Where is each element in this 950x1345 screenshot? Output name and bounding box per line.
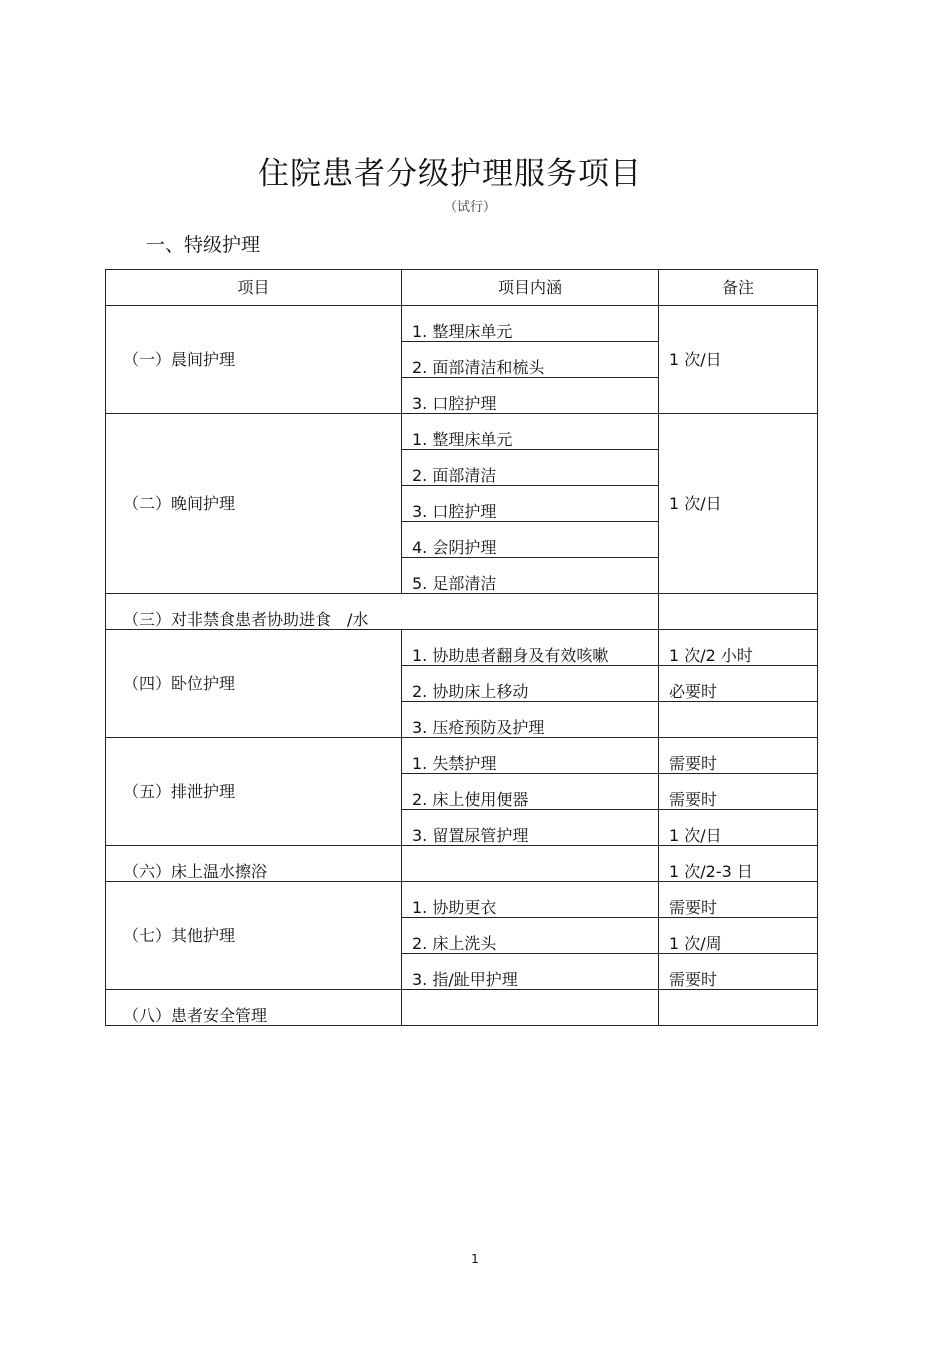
table-row xyxy=(106,630,818,666)
content-cell: 3. 口腔护理 xyxy=(402,378,659,414)
item-cell: （八）患者安全管理 xyxy=(106,990,402,1026)
content-cell: 2. 面部清洁和梳头 xyxy=(402,342,659,378)
document-title: 住院患者分级护理服务项目 xyxy=(258,156,642,192)
item-cell: （四）卧位护理 xyxy=(106,630,402,738)
item-cell: （一）晨间护理 xyxy=(106,306,402,414)
table-row xyxy=(106,990,818,1026)
note-cell: 1 次/2-3 日 xyxy=(659,846,818,882)
table-row xyxy=(106,306,818,342)
column-header-item: 项目 xyxy=(106,270,402,306)
column-header-content: 项目内涵 xyxy=(402,270,659,306)
table-row xyxy=(106,414,818,450)
note-cell xyxy=(659,990,818,1026)
note-cell: 需要时 xyxy=(659,774,818,810)
section-heading: 一、特级护理 xyxy=(146,234,261,256)
page-number: 1 xyxy=(471,1252,479,1266)
nursing-service-table xyxy=(105,269,818,1026)
item-cell: （三）对非禁食患者协助进食 /水 xyxy=(106,594,659,630)
table-row xyxy=(106,738,818,774)
content-cell: 1. 协助更衣 xyxy=(402,882,659,918)
item-cell: （五）排泄护理 xyxy=(106,738,402,846)
content-cell: 1. 整理床单元 xyxy=(402,414,659,450)
note-cell: 需要时 xyxy=(659,882,818,918)
table-row xyxy=(106,594,818,630)
item-cell: （六）床上温水擦浴 xyxy=(106,846,402,882)
content-cell: 2. 床上使用便器 xyxy=(402,774,659,810)
note-cell: 1 次/周 xyxy=(659,918,818,954)
note-cell xyxy=(659,702,818,738)
content-cell: 2. 床上洗头 xyxy=(402,918,659,954)
content-cell: 2. 面部清洁 xyxy=(402,450,659,486)
content-cell xyxy=(402,846,659,882)
content-cell: 1. 整理床单元 xyxy=(402,306,659,342)
content-cell: 3. 压疮预防及护理 xyxy=(402,702,659,738)
table-row xyxy=(106,846,818,882)
note-cell: 需要时 xyxy=(659,954,818,990)
document-subtitle: （试行） xyxy=(443,200,496,215)
content-cell: 4. 会阴护理 xyxy=(402,522,659,558)
note-cell: 1 次/2 小时 xyxy=(659,630,818,666)
content-cell: 3. 指/趾甲护理 xyxy=(402,954,659,990)
note-cell: 1 次/日 xyxy=(659,810,818,846)
content-cell: 3. 留置尿管护理 xyxy=(402,810,659,846)
item-cell: （二）晚间护理 xyxy=(106,414,402,594)
note-cell: 1 次/日 xyxy=(659,414,818,594)
note-cell: 需要时 xyxy=(659,738,818,774)
table-header-row xyxy=(106,270,818,306)
note-cell: 必要时 xyxy=(659,666,818,702)
content-cell: 1. 失禁护理 xyxy=(402,738,659,774)
content-cell: 3. 口腔护理 xyxy=(402,486,659,522)
column-header-note: 备注 xyxy=(659,270,818,306)
table-row xyxy=(106,882,818,918)
content-cell xyxy=(402,990,659,1026)
note-cell: 1 次/日 xyxy=(659,306,818,414)
content-cell: 2. 协助床上移动 xyxy=(402,666,659,702)
item-cell: （七）其他护理 xyxy=(106,882,402,990)
content-cell: 5. 足部清洁 xyxy=(402,558,659,594)
note-cell xyxy=(659,594,818,630)
content-cell: 1. 协助患者翻身及有效咳嗽 xyxy=(402,630,659,666)
